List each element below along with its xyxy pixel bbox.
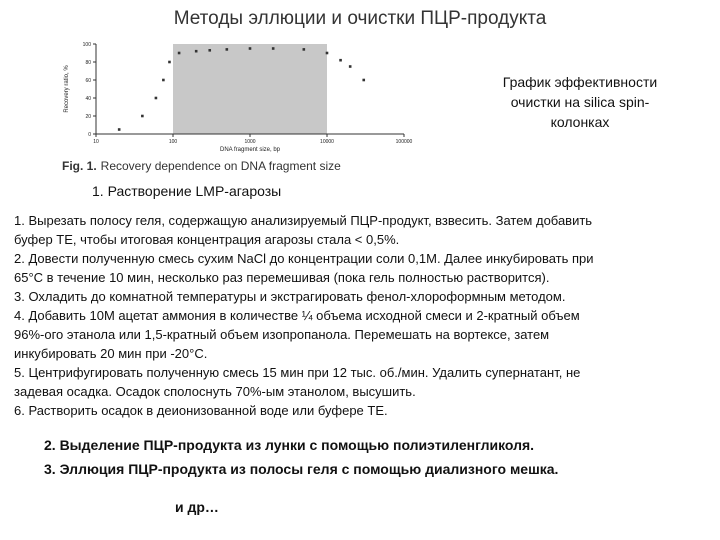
y-tick-label: 80 [85, 60, 91, 66]
etc-text: и др… [175, 499, 219, 515]
protocol-line: 96%-ого этанола или 1,5-кратный объем изопропанола. Перемешать на вортексе, затем [14, 327, 550, 342]
recovery-chart [52, 36, 432, 176]
x-tick-label: 10000 [320, 139, 334, 145]
data-point [195, 50, 198, 53]
y-tick-label: 60 [85, 78, 91, 84]
data-point [162, 79, 165, 82]
data-point [208, 49, 211, 52]
data-point [178, 52, 181, 55]
protocol-line: задевая осадка. Осадок сполоснуть 70%-ым этанолом, высушить. [14, 384, 416, 399]
y-tick-label: 0 [88, 132, 91, 138]
protocol-line: 1. Вырезать полосу геля, содержащую анализируемый ПЦР-продукт, взвесить. Затем добавить [14, 213, 593, 228]
side-note [470, 72, 690, 132]
data-point [226, 48, 229, 51]
protocol-line: 2. Довести полученную смесь сухим NaCl до концентрации соли 0,1М. Далее инкубировать при [14, 251, 594, 266]
data-point [141, 115, 144, 118]
side-note-line: График эффективности [502, 74, 658, 90]
data-point [168, 61, 171, 64]
figure-caption-text: Recovery dependence on DNA fragment size [100, 159, 341, 173]
data-point [362, 79, 365, 82]
method-2-heading: 2. Выделение ПЦР-продукта из лунки с помощью полиэтиленгликоля. [44, 437, 535, 453]
x-tick-label: 100000 [395, 139, 413, 145]
data-point [326, 52, 329, 55]
side-note-line: очистки на silica spin- [510, 94, 650, 110]
protocol-line: 4. Добавить 10М ацетат аммония в количестве ¼ объема исходной смеси и 2-кратный объем [14, 308, 580, 323]
protocol-line: инкубировать 20 мин при -20°С. [14, 346, 208, 361]
x-tick-label: 100 [168, 139, 178, 145]
data-point [118, 128, 121, 131]
step1-heading: 1. Растворение LMP-агарозы [92, 183, 282, 199]
figure-caption-label: Fig. 1. [62, 159, 97, 173]
shaded-range [173, 44, 327, 134]
x-tick-label: 10 [93, 139, 99, 145]
y-axis-label: Recovery ratio, % [64, 65, 70, 113]
x-tick-label: 1000 [244, 139, 256, 145]
data-point [249, 47, 252, 50]
data-point [339, 59, 342, 62]
protocol-line: 3. Охладить до комнатной температуры и экстрагировать фенол-хлороформным методом. [14, 289, 566, 304]
data-point [349, 65, 352, 68]
y-tick-label: 100 [82, 42, 91, 48]
protocol-steps [14, 211, 714, 420]
method-3-heading: 3. Эллюция ПЦР-продукта из полосы геля с помощью диализного мешка. [44, 461, 559, 477]
figure-caption [62, 159, 341, 173]
x-axis-label: DNA fragment size, bp [219, 147, 281, 153]
side-note-line: колонках [550, 114, 610, 130]
y-tick-label: 20 [85, 114, 91, 120]
y-tick-label: 40 [85, 96, 91, 102]
chart-svg [52, 36, 432, 176]
protocol-line: 65°С в течение 10 мин, несколько раз перемешивая (пока гель полностью растворится). [14, 270, 550, 285]
data-point [303, 48, 306, 51]
slide-title: Методы эллюции и очистки ПЦР-продукта [173, 8, 547, 29]
protocol-line: буфер ТЕ, чтобы итоговая концентрация агарозы стала < 0,5%. [14, 232, 400, 247]
data-point [272, 47, 275, 50]
protocol-line: 5. Центрифугировать полученную смесь 15 мин при 12 тыс. об./мин. Удалить супернатант, не [14, 365, 581, 380]
protocol-line: 6. Растворить осадок в деионизованной воде или буфере ТЕ. [14, 403, 388, 418]
data-point [155, 97, 158, 100]
